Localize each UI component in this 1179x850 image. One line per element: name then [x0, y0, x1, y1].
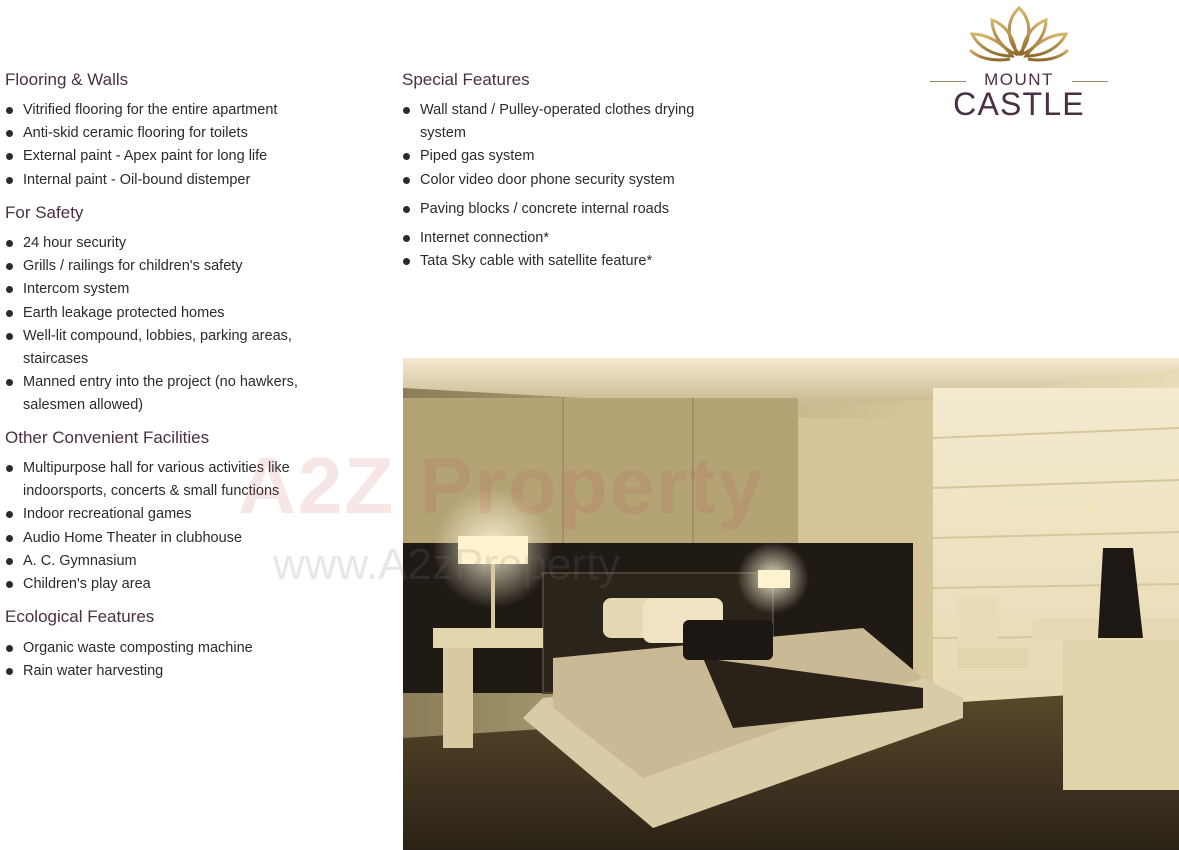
lotus-icon	[926, 4, 1112, 70]
list-special	[402, 99, 694, 273]
bullet-icon	[6, 465, 13, 472]
list-item: Tata Sky cable with satellite feature*	[402, 250, 694, 273]
logo-castle-text: CASTLE	[953, 86, 1085, 122]
list-item: Grills / railings for children's safety	[5, 255, 298, 278]
list-flooring	[5, 99, 277, 192]
bullet-icon	[6, 535, 13, 542]
bullet-icon	[403, 206, 410, 213]
bullet-icon	[6, 130, 13, 137]
bedroom-illustration	[403, 358, 1179, 850]
bullet-icon	[6, 333, 13, 340]
list-item: Internet connection*	[402, 227, 694, 250]
list-item: Manned entry into the project (no hawkers, salesmen allowed)	[5, 371, 298, 417]
list-item: Wall stand / Pulley-operated clothes drying system	[402, 99, 694, 145]
bullet-icon	[6, 310, 13, 317]
list-item: Piped gas system	[402, 145, 694, 168]
list-item: Anti-skid ceramic flooring for toilets	[5, 122, 277, 145]
list-item: Rain water harvesting	[5, 660, 253, 683]
logo-mount-text: MOUNT	[984, 70, 1054, 89]
bullet-icon	[6, 153, 13, 160]
mount-castle-logo	[926, 4, 1112, 124]
list-item: Audio Home Theater in clubhouse	[5, 527, 290, 550]
list-item: Vitrified flooring for the entire apartment	[5, 99, 277, 122]
section-title-flooring: Flooring & Walls	[5, 70, 129, 89]
list-item: Color video door phone security system	[402, 169, 694, 192]
bullet-icon	[6, 107, 13, 114]
bullet-icon	[6, 511, 13, 518]
list-safety	[5, 232, 298, 418]
section-title-facilities: Other Convenient Facilities	[5, 428, 210, 447]
bullet-icon	[6, 558, 13, 565]
list-item: Internal paint - Oil-bound distemper	[5, 169, 277, 192]
list-item: Intercom system	[5, 278, 298, 301]
section-title-ecological: Ecological Features	[5, 607, 155, 626]
bullet-icon	[6, 177, 13, 184]
bullet-icon	[403, 153, 410, 160]
bullet-icon	[6, 645, 13, 652]
list-item: Organic waste composting machine	[5, 637, 253, 660]
list-item: 24 hour security	[5, 232, 298, 255]
bullet-icon	[6, 668, 13, 675]
watermark-brand: A2Z Property	[238, 441, 765, 530]
list-item: External paint - Apex paint for long life	[5, 145, 277, 168]
bedroom-photo	[403, 358, 1179, 850]
list-item: Earth leakage protected homes	[5, 302, 298, 325]
section-title-special: Special Features	[402, 70, 530, 89]
list-ecological	[5, 637, 253, 683]
list-item: Children's play area	[5, 573, 290, 596]
bullet-icon	[6, 379, 13, 386]
bullet-icon	[6, 240, 13, 247]
watermark-url: www.A2zProperty	[273, 540, 621, 589]
list-item: A. C. Gymnasium	[5, 550, 290, 573]
bullet-icon	[6, 286, 13, 293]
bullet-icon	[403, 235, 410, 242]
list-item: Indoor recreational games	[5, 503, 290, 526]
bullet-icon	[403, 177, 410, 184]
bullet-icon	[403, 107, 410, 114]
section-title-safety: For Safety	[5, 203, 84, 222]
list-item: Well-lit compound, lobbies, parking areas, staircases	[5, 325, 298, 371]
bullet-icon	[6, 581, 13, 588]
list-item: Multipurpose hall for various activities like indoorsports, concerts & small functions	[5, 457, 290, 503]
list-item: Paving blocks / concrete internal roads	[402, 198, 694, 221]
bullet-icon	[6, 263, 13, 270]
bullet-icon	[403, 258, 410, 265]
